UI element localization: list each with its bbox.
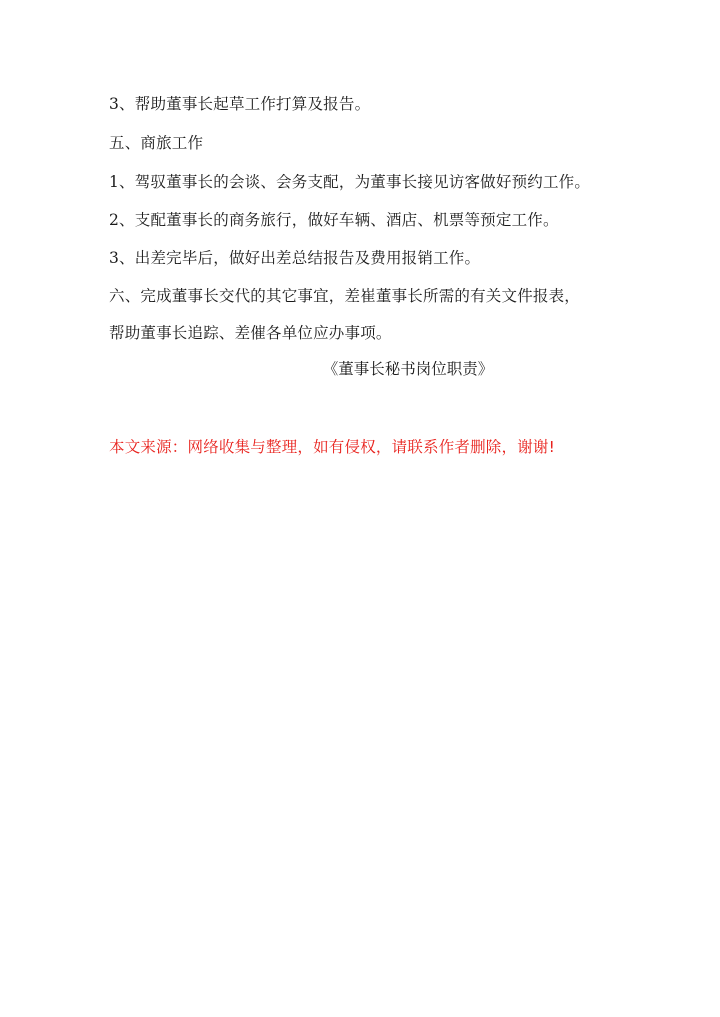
paragraph-line: 1、驾驭董事长的会谈、会务支配，为董事长接见访客做好预约工作。 <box>109 173 591 191</box>
paragraph-line: 2、支配董事长的商务旅行，做好车辆、酒店、机票等预定工作。 <box>109 211 559 229</box>
paragraph-line: 六、完成董事长交代的其它事宜，差崔董事长所需的有关文件报表， <box>109 287 581 305</box>
closing-title-text: 《董事长秘书岗位职责》 <box>322 360 494 378</box>
closing-title <box>0 359 720 379</box>
paragraph-line: 3、出差完毕后，做好出差总结报告及费用报销工作。 <box>109 249 481 267</box>
source-note: 本文来源：网络收集与整理，如有侵权，请联系作者删除，谢谢! <box>109 438 556 456</box>
paragraph-line: 帮助董事长追踪、差催各单位应办事项。 <box>109 324 392 342</box>
paragraph-line: 3、帮助董事长起草工作打算及报告。 <box>109 95 371 113</box>
section-heading: 五、商旅工作 <box>109 134 204 152</box>
